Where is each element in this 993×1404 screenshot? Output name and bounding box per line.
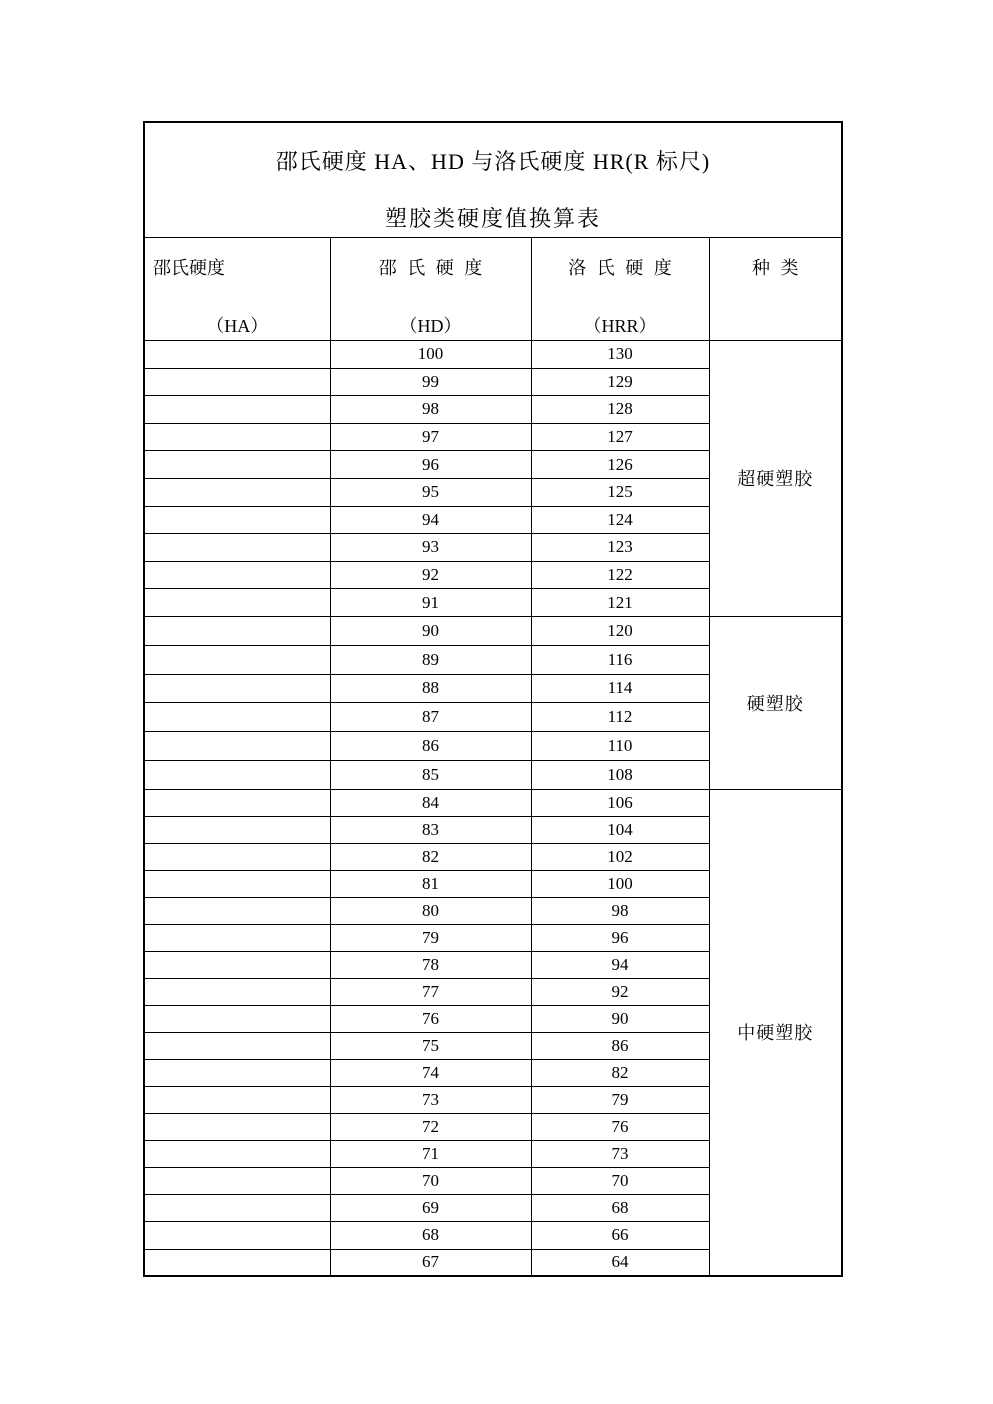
header-category-name: 种 类 (752, 258, 799, 278)
ha-cell (144, 506, 330, 534)
ha-cell (144, 732, 330, 761)
hd-cell: 75 (330, 1033, 531, 1060)
ha-cell (144, 1087, 330, 1114)
ha-cell (144, 979, 330, 1006)
hrr-cell: 125 (531, 478, 709, 506)
ha-cell (144, 952, 330, 979)
hd-cell: 78 (330, 952, 531, 979)
hrr-cell: 123 (531, 534, 709, 562)
ha-cell (144, 760, 330, 789)
hrr-cell: 68 (531, 1195, 709, 1222)
hd-cell: 76 (330, 1006, 531, 1033)
hrr-cell: 110 (531, 732, 709, 761)
table-row (144, 616, 842, 645)
hrr-cell: 116 (531, 645, 709, 674)
hd-cell: 71 (330, 1141, 531, 1168)
ha-cell (144, 1033, 330, 1060)
hrr-cell: 104 (531, 816, 709, 843)
ha-cell (144, 478, 330, 506)
table-title-line1: 邵氏硬度 HA、HD 与洛氏硬度 HR(R 标尺) (275, 148, 711, 174)
ha-cell (144, 897, 330, 924)
ha-cell (144, 616, 330, 645)
ha-cell (144, 870, 330, 897)
header-ha-unit: （HA） (206, 316, 269, 336)
hrr-cell: 127 (531, 423, 709, 451)
hrr-cell: 124 (531, 506, 709, 534)
hrr-cell: 73 (531, 1141, 709, 1168)
ha-cell (144, 1222, 330, 1249)
hd-cell: 84 (330, 789, 531, 816)
ha-cell (144, 1168, 330, 1195)
hd-cell: 81 (330, 870, 531, 897)
hd-cell: 80 (330, 897, 531, 924)
ha-cell (144, 816, 330, 843)
header-cell-ha (144, 238, 330, 341)
table-row (144, 789, 842, 816)
category-cell: 超硬塑胶 (709, 341, 842, 617)
hrr-cell: 130 (531, 341, 709, 369)
hd-cell: 88 (330, 674, 531, 703)
hd-cell: 74 (330, 1060, 531, 1087)
hrr-cell: 100 (531, 870, 709, 897)
hd-cell: 83 (330, 816, 531, 843)
hrr-cell: 90 (531, 1006, 709, 1033)
table-title-line2: 塑胶类硬度值换算表 (385, 205, 602, 231)
ha-cell (144, 1114, 330, 1141)
ha-cell (144, 703, 330, 732)
ha-cell (144, 341, 330, 369)
hrr-cell: 128 (531, 396, 709, 424)
hd-cell: 97 (330, 423, 531, 451)
category-cell: 中硬塑胶 (709, 789, 842, 1276)
hrr-cell: 121 (531, 589, 709, 617)
hd-cell: 100 (330, 341, 531, 369)
hd-cell: 85 (330, 760, 531, 789)
hrr-cell: 129 (531, 368, 709, 396)
table-row (144, 341, 842, 369)
hrr-cell: 108 (531, 760, 709, 789)
ha-cell (144, 451, 330, 479)
hd-cell: 89 (330, 645, 531, 674)
ha-cell (144, 1060, 330, 1087)
hd-cell: 90 (330, 616, 531, 645)
hd-cell: 70 (330, 1168, 531, 1195)
hd-cell: 82 (330, 843, 531, 870)
hd-cell: 86 (330, 732, 531, 761)
hrr-cell: 76 (531, 1114, 709, 1141)
hd-cell: 93 (330, 534, 531, 562)
header-hrr-name: 洛 氏 硬 度 (568, 258, 672, 278)
header-hd-name: 邵 氏 硬 度 (378, 258, 483, 278)
ha-cell (144, 368, 330, 396)
header-row (144, 238, 842, 341)
hrr-cell: 126 (531, 451, 709, 479)
hrr-cell: 122 (531, 561, 709, 589)
hd-cell: 87 (330, 703, 531, 732)
hrr-cell: 70 (531, 1168, 709, 1195)
hardness-conversion-table (143, 121, 843, 1277)
hrr-cell: 86 (531, 1033, 709, 1060)
hd-cell: 79 (330, 924, 531, 951)
header-cell-hd (330, 238, 531, 341)
hrr-cell: 96 (531, 924, 709, 951)
hd-cell: 77 (330, 979, 531, 1006)
hrr-cell: 114 (531, 674, 709, 703)
hd-cell: 69 (330, 1195, 531, 1222)
hd-cell: 99 (330, 368, 531, 396)
hd-cell: 72 (330, 1114, 531, 1141)
header-hrr-unit: （HRR） (583, 316, 657, 336)
hrr-cell: 64 (531, 1249, 709, 1276)
hrr-cell: 82 (531, 1060, 709, 1087)
hd-cell: 68 (330, 1222, 531, 1249)
hrr-cell: 66 (531, 1222, 709, 1249)
hrr-cell: 120 (531, 616, 709, 645)
ha-cell (144, 561, 330, 589)
ha-cell (144, 645, 330, 674)
hd-cell: 91 (330, 589, 531, 617)
hd-cell: 67 (330, 1249, 531, 1276)
hrr-cell: 98 (531, 897, 709, 924)
hrr-cell: 79 (531, 1087, 709, 1114)
ha-cell (144, 924, 330, 951)
ha-cell (144, 843, 330, 870)
ha-cell (144, 396, 330, 424)
hd-cell: 96 (330, 451, 531, 479)
ha-cell (144, 789, 330, 816)
header-cell-category (709, 238, 842, 341)
ha-cell (144, 589, 330, 617)
hd-cell: 94 (330, 506, 531, 534)
hrr-cell: 92 (531, 979, 709, 1006)
ha-cell (144, 674, 330, 703)
ha-cell (144, 1006, 330, 1033)
hd-cell: 73 (330, 1087, 531, 1114)
header-cell-hrr (531, 238, 709, 341)
hd-cell: 92 (330, 561, 531, 589)
category-cell: 硬塑胶 (709, 616, 842, 789)
header-hd-unit: （HD） (399, 316, 462, 336)
table-title-cell (144, 122, 842, 238)
hrr-cell: 94 (531, 952, 709, 979)
title-row (144, 122, 842, 238)
ha-cell (144, 1141, 330, 1168)
header-ha-name: 邵氏硬度 (153, 258, 225, 278)
hrr-cell: 112 (531, 703, 709, 732)
ha-cell (144, 534, 330, 562)
ha-cell (144, 1195, 330, 1222)
hd-cell: 98 (330, 396, 531, 424)
hrr-cell: 106 (531, 789, 709, 816)
hrr-cell: 102 (531, 843, 709, 870)
ha-cell (144, 423, 330, 451)
ha-cell (144, 1249, 330, 1276)
hd-cell: 95 (330, 478, 531, 506)
